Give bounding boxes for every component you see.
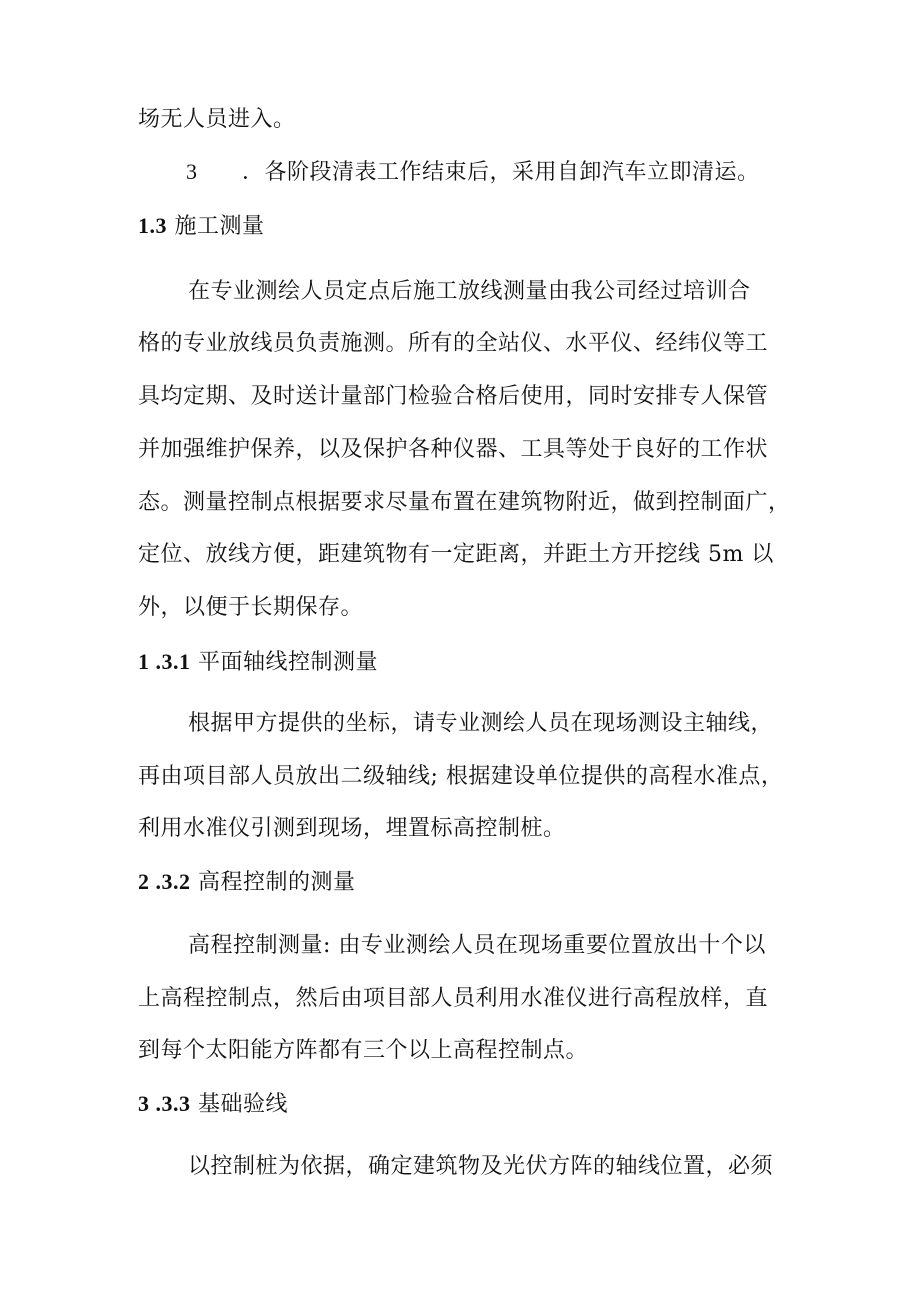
heading-number: 2 .3.2 [138, 869, 191, 894]
paragraph-line: 到每个太阳能方阵都有三个以上高程控制点。 [138, 1038, 589, 1063]
paragraph-line: 根据甲方提供的坐标，请专业测绘人员在现场测设主轴线， [188, 711, 774, 736]
paragraph-line: 高程控制测量: 由专业测绘人员在现场重要位置放出十个以 [188, 933, 766, 958]
paragraph-line: 态。测量控制点根据要求尽量布置在建筑物附近，做到控制面广， [138, 490, 791, 515]
heading-title: 高程控制的测量 [198, 870, 356, 895]
paragraph-line: 具均定期、及时送计量部门检验合格后使用，同时安排专人保管 [138, 384, 769, 409]
paragraph-line: 上高程控制点，然后由项目部人员利用水准仪进行高程放样，直 [138, 986, 769, 1011]
paragraph-line: 再由项目部人员放出二级轴线; 根据建设单位提供的高程水准点， [138, 764, 784, 789]
section-heading-1-3-3 [138, 1090, 288, 1119]
section-heading-1-3 [138, 212, 265, 241]
heading-title: 平面轴线控制测量 [198, 650, 379, 675]
heading-number: 3 .3.3 [138, 1091, 191, 1116]
list-item-text: ．各阶段清表工作结束后，采用自卸汽车立即清运。 [242, 160, 760, 185]
heading-number: 1 .3.1 [138, 649, 191, 674]
text-line: 场无人员进入。 [138, 107, 296, 132]
heading-number: 1.3 [138, 213, 167, 238]
list-number: 3 [186, 159, 198, 184]
paragraph-line: 并加强维护保养，以及保护各种仪器、工具等处于良好的工作状 [138, 437, 769, 462]
paragraph-line: 定位、放线方便，距建筑物有一定距离，并距土方开挖线 5m 以 [138, 542, 774, 567]
paragraph-line: 以控制桩为依据，确定建筑物及光伏方阵的轴线位置，必须 [188, 1154, 774, 1179]
paragraph-line: 利用水准仪引测到现场，埋置标高控制桩。 [138, 816, 566, 841]
paragraph-line: 外，以便于长期保存。 [138, 595, 364, 620]
paragraph-line: 格的专业放线员负责施测。所有的全站仪、水平仪、经纬仪等工 [138, 331, 769, 356]
section-heading-1-3-1 [138, 648, 378, 677]
section-heading-1-3-2 [138, 868, 356, 897]
heading-title: 基础验线 [198, 1092, 289, 1117]
heading-title: 施工测量 [174, 214, 265, 239]
list-item-3 [186, 158, 760, 187]
paragraph-line: 在专业测绘人员定点后施工放线测量由我公司经过培训合 [188, 279, 751, 304]
